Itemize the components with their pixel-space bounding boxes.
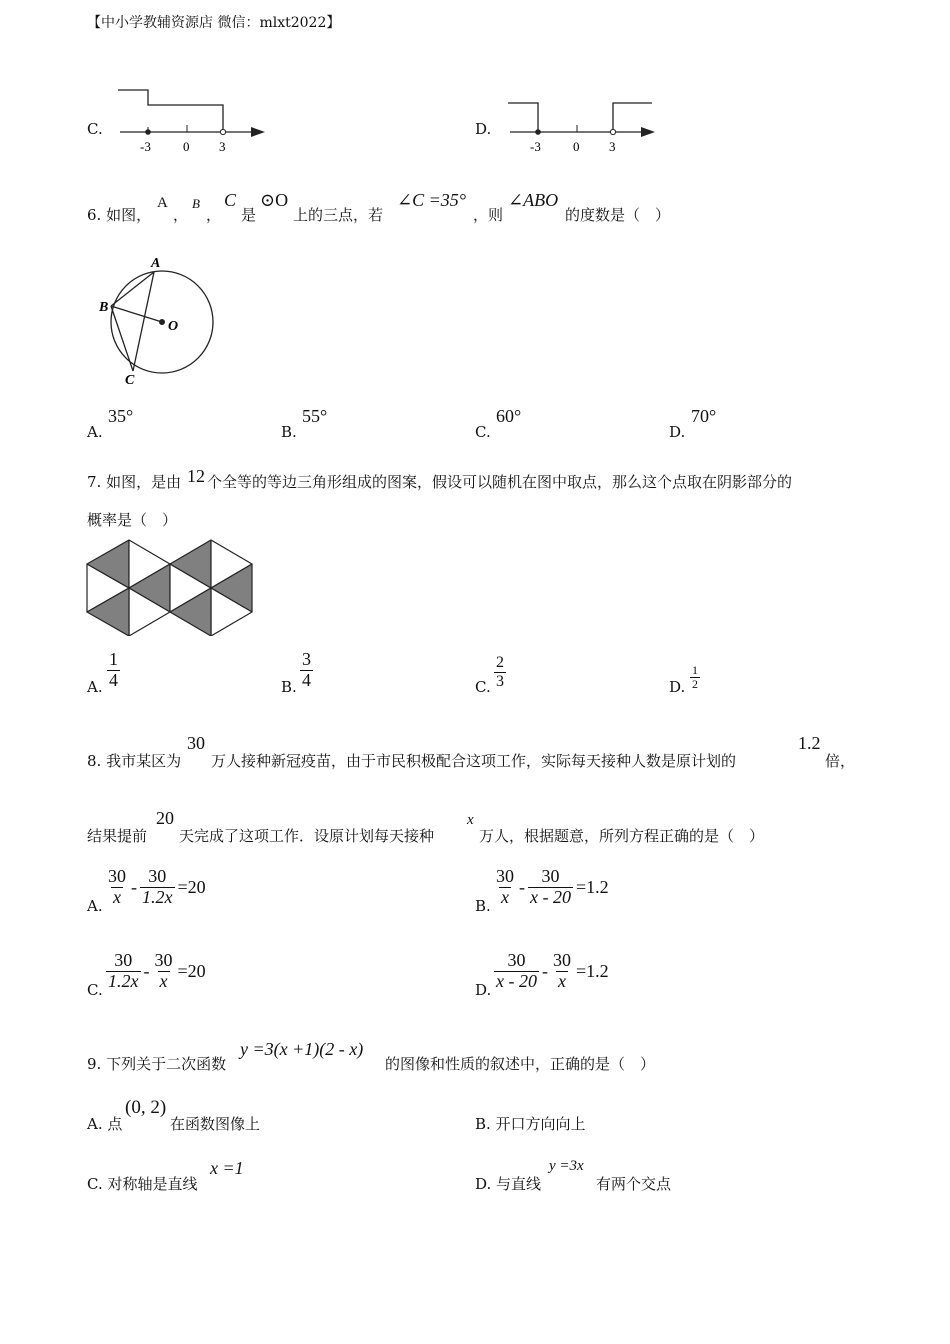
- q9-option-c-equation: x =1: [210, 1158, 244, 1178]
- q8-option-b-equation: [494, 867, 609, 908]
- q6-comma: ，: [206, 206, 222, 224]
- q7-triangle-pattern: [86, 538, 256, 636]
- right-hand-side: =1.2: [575, 876, 609, 897]
- q7-option-c-fraction: [494, 654, 506, 690]
- numerator: 3: [302, 649, 311, 669]
- denominator: 1.2x: [108, 970, 139, 991]
- q6-option-c-value: 60°: [496, 406, 522, 426]
- q5-option-d-label: D.: [475, 120, 492, 138]
- denominator: 3: [496, 672, 504, 690]
- q9-function: y =3(x +1)(2 - x): [240, 1039, 364, 1059]
- q6-is: 是: [241, 206, 257, 224]
- tick-label: 0: [573, 139, 580, 154]
- q8-number-1-2: 1.2: [798, 733, 821, 753]
- denominator: x: [557, 970, 566, 991]
- q9-stem-b: 的图像和性质的叙述中，正确的是（ ）: [385, 1055, 656, 1073]
- q8-option-d-equation: [494, 951, 609, 992]
- q8-stem-e: 天完成了这项工作．设原计划每天接种: [179, 827, 435, 845]
- q7-option-a-label: A.: [87, 678, 103, 696]
- denominator: 4: [302, 669, 311, 690]
- q9-option-a-point: (0, 2): [125, 1097, 167, 1118]
- q8-option-d-label: D.: [475, 981, 492, 999]
- minus-sign: -: [143, 960, 150, 981]
- numerator: 1: [692, 663, 698, 677]
- q6-angle-abo: ∠ABO: [508, 190, 559, 210]
- axis-arrow: [251, 127, 265, 137]
- numerator: 30: [108, 866, 126, 886]
- minus-sign: -: [519, 876, 525, 897]
- q7-option-c-label: C.: [475, 678, 491, 696]
- q7-option-b-fraction: [300, 650, 313, 691]
- numerator: 30: [114, 950, 133, 970]
- q8-option-c-label: C.: [87, 981, 103, 999]
- label-b: B: [99, 300, 109, 315]
- q8-number-30: 30: [187, 733, 205, 753]
- q8-variable-x: x: [467, 812, 474, 828]
- numerator: 30: [541, 866, 560, 886]
- q9-option-b: B. 开口方向向上: [475, 1115, 586, 1133]
- q7-stem-c: 概率是（ ）: [87, 511, 178, 529]
- numerator: 30: [496, 866, 514, 886]
- q8-option-a-equation: [106, 867, 206, 908]
- q6-angle-c: ∠C =35°: [397, 190, 466, 210]
- denominator: x - 20: [530, 886, 571, 907]
- tick-label: -3: [530, 139, 541, 154]
- q6-option-b-label: B.: [281, 423, 297, 441]
- label-a: A: [151, 256, 161, 271]
- q9-option-d-equation: y =3x: [549, 1158, 584, 1174]
- q6-comma: ，: [173, 206, 189, 224]
- numerator: 30: [552, 950, 571, 970]
- q6-middle: 上的三点，若: [293, 206, 384, 224]
- hollow-dot: [610, 129, 615, 134]
- q8-stem-f: 万人，根据题意，所列方程正确的是（ ）: [479, 827, 765, 845]
- q8-stem-c: 倍，: [825, 752, 856, 770]
- q7-stem-a: 7. 如图，是由: [87, 473, 182, 491]
- q7-option-d-fraction: [690, 664, 700, 691]
- q6-circle-figure: [95, 250, 225, 390]
- tick-label: 0: [183, 139, 190, 154]
- q5-option-c-label: C.: [87, 120, 103, 138]
- right-hand-side: =20: [177, 960, 206, 981]
- hollow-dot: [220, 129, 225, 134]
- denominator: 2: [692, 677, 698, 692]
- q6-point-b: B: [192, 196, 200, 211]
- label-c: C: [125, 373, 135, 388]
- denominator: x: [501, 886, 509, 907]
- q9-option-d-label: D. 与直线: [475, 1175, 542, 1193]
- q6-stem-prefix: 6. 如图，: [87, 206, 152, 224]
- q8-stem-d: 结果提前: [87, 827, 148, 845]
- q7-option-b-label: B.: [281, 678, 297, 696]
- q6-option-d-label: D.: [669, 423, 686, 441]
- q8-option-c-equation: [106, 951, 206, 992]
- q6-point-c: C: [224, 190, 237, 210]
- right-ray: [613, 103, 652, 132]
- denominator: 1.2x: [142, 886, 173, 907]
- q6-option-d-value: 70°: [691, 406, 717, 426]
- q6-option-b-value: 55°: [302, 406, 328, 426]
- solid-dot: [535, 129, 541, 135]
- q7-option-d-label: D.: [669, 678, 686, 696]
- numerator: 1: [109, 649, 118, 669]
- q6-circle-o: ⊙O: [260, 190, 289, 210]
- q9-option-a-text: 在函数图像上: [170, 1115, 261, 1133]
- q6-then: ，则: [473, 206, 504, 224]
- q8-number-20: 20: [156, 808, 174, 828]
- minus-sign: -: [131, 876, 137, 897]
- solid-dot: [145, 129, 151, 135]
- q6-option-c-label: C.: [475, 423, 491, 441]
- q7-option-a-fraction: [107, 650, 120, 691]
- q9-option-a-label: A. 点: [87, 1115, 123, 1133]
- tick-label: 3: [609, 139, 616, 154]
- q8-option-a-label: A.: [87, 897, 103, 915]
- right-hand-side: =20: [177, 876, 206, 897]
- denominator: x - 20: [496, 970, 537, 991]
- numerator: 30: [154, 950, 173, 970]
- minus-sign: -: [541, 960, 548, 981]
- tick-label: -3: [140, 139, 151, 154]
- q7-stem-b: 个全等的等边三角形组成的图案，假设可以随机在图中取点，那么这个点取在阴影部分的: [207, 473, 793, 491]
- segment-bo: [111, 306, 162, 322]
- q6-suffix: 的度数是（ ）: [565, 206, 671, 224]
- q5-option-d-numberline: [500, 85, 660, 157]
- axis-arrow: [641, 127, 655, 137]
- q8-option-b-label: B.: [475, 897, 491, 915]
- numerator: 2: [496, 654, 504, 671]
- q9-option-c-label: C. 对称轴是直线: [87, 1175, 198, 1193]
- q8-stem-a: 8. 我市某区为: [87, 752, 182, 770]
- q6-option-a-value: 35°: [108, 406, 134, 426]
- denominator: x: [113, 886, 121, 907]
- tick-label: 3: [219, 139, 226, 154]
- q9-option-d-text: 有两个交点: [596, 1175, 672, 1193]
- denominator: 4: [109, 669, 118, 690]
- q6-option-a-label: A.: [87, 423, 103, 441]
- numerator: 30: [148, 866, 167, 886]
- q8-stem-b: 万人接种新冠疫苗，由于市民积极配合这项工作，实际每天接种人数是原计划的: [211, 752, 737, 770]
- label-o: O: [168, 319, 179, 334]
- q9-stem-a: 9. 下列关于二次函数: [87, 1055, 227, 1073]
- left-ray: [508, 103, 538, 132]
- q5-option-c-numberline: [110, 85, 270, 157]
- center-dot: [159, 319, 165, 325]
- q6-point-a: A: [157, 195, 168, 211]
- solution-bracket: [118, 90, 223, 132]
- numerator: 30: [507, 950, 526, 970]
- denominator: x: [159, 970, 168, 991]
- page-header: 【中小学教辅资源店 微信：mlxt2022】: [87, 15, 341, 31]
- right-hand-side: =1.2: [575, 960, 609, 981]
- q7-number: 12: [187, 466, 205, 486]
